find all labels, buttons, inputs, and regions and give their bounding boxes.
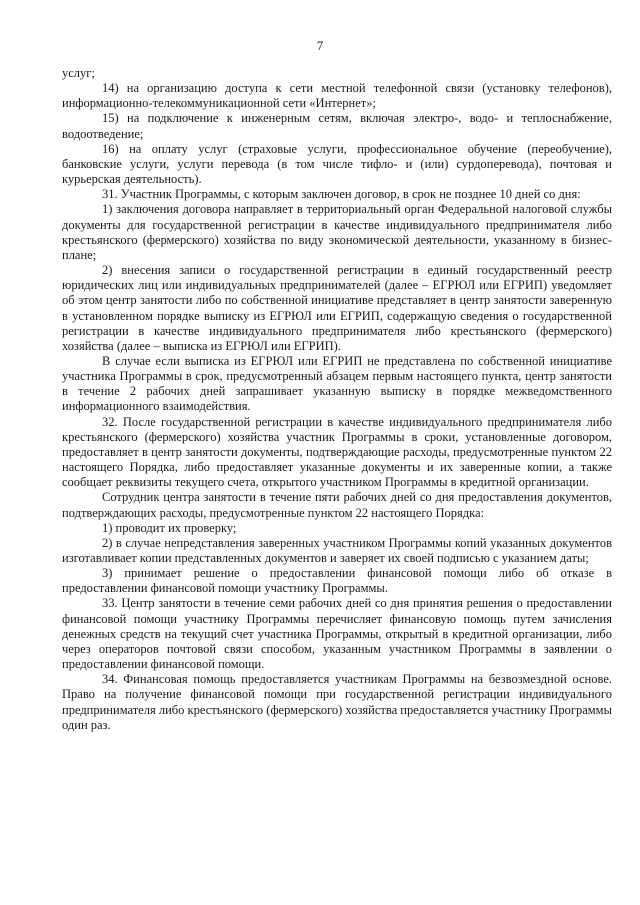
paragraph: 32. После государственной регистрации в качестве индивидуального предпринимателя либо крестьянского (фермерского) хозяйства участник Программы в сроки, установленные договором, предоставляет в центр занятости документы, подтверждающие расходы, предусмотренные пунктом 22 настоящего Порядка, либо предоставляет указанные документы и их заверенные копии, а также сообщает реквизиты текущего счета, открытого участником Программы в кредитной организации.: [62, 414, 612, 490]
document-body: [62, 66, 612, 733]
page-number: 7: [316, 38, 324, 53]
paragraph: услуг;: [62, 66, 95, 80]
paragraph: 15) на подключение к инженерным сетям, включая электро-, водо- и теплоснабжение, водоотведение;: [62, 111, 612, 141]
paragraph: 3) принимает решение о предоставлении финансовой помощи либо об отказе в предоставлении финансовой помощи участнику Программы.: [62, 566, 612, 596]
paragraph: 1) проводит их проверку;: [102, 520, 237, 535]
paragraph: 33. Центр занятости в течение семи рабочих дней со дня принятия решения о предоставлении финансовой помощи участнику Программы перечисляет финансовую помощь путем зачисления денежных средств на текущий счет участника Программы, открытый в кредитной организации, либо через операторов почтовой связи способом, указанным участником Программы в заявлении о предоставлении финансовой помощи.: [62, 596, 612, 672]
paragraph: 2) внесения записи о государственной регистрации в единый государственный реестр юридических лиц или индивидуальных предпринимателей (далее – ЕГРЮЛ или ЕГРИП) уведомляет об этом центр занятости либо по собственной инициативе представляет в центр занятости заверенную в установленном порядке выписку из ЕГРЮЛ или ЕГРИП, содержащую сведения о государственной регистрации в качестве индивидуального предпринимателя либо крестьянского (фермерского) хозяйства (далее – выписка из ЕГРЮЛ или ЕГРИП).: [62, 263, 612, 353]
paragraph: В случае если выписка из ЕГРЮЛ или ЕГРИП не представлена по собственной инициативе участника Программы в срок, предусмотренный абзацем первым настоящего пункта, центр занятости в течение 2 рабочих дней запрашивает указанную выписку в порядке межведомственного информационного взаимодействия.: [62, 353, 612, 414]
paragraph: 16) на оплату услуг (страховые услуги, профессиональное обучение (переобучение), банковские услуги, услуги перевода (в том числе тифло- и (или) сурдоперевода), почтовая и курьерская деятельность).: [62, 141, 612, 187]
paragraph: 34. Финансовая помощь предоставляется участникам Программы на безвозмездной основе. Право на получение финансовой помощи при государственной регистрации индивидуального предпринимателя либо крестьянского (фермерского) хозяйства предоставляется участнику Программы один раз.: [62, 672, 612, 732]
paragraph: 1) заключения договора направляет в территориальный орган Федеральной налоговой службы документы для государственной регистрации в качестве индивидуального предпринимателя либо крестьянского (фермерского) хозяйства по виду экономической деятельности, указанному в бизнес-плане;: [62, 202, 612, 262]
paragraph: 14) на организацию доступа к сети местной телефонной связи (установку телефонов), информационно-телекоммуникационной сети «Интернет»;: [62, 81, 612, 111]
paragraph: 2) в случае непредставления заверенных участником Программы копий указанных документов изготавливает копии представленных документов и заверяет их своей подписью с указанием даты;: [62, 535, 612, 565]
paragraph: Сотрудник центра занятости в течение пяти рабочих дней со дня предоставления документов, подтверждающих расходы, предусмотренные пунктом 22 настоящего Порядка:: [62, 490, 612, 520]
paragraph: 31. Участник Программы, с которым заключен договор, в срок не позднее 10 дней со дня:: [102, 187, 581, 202]
